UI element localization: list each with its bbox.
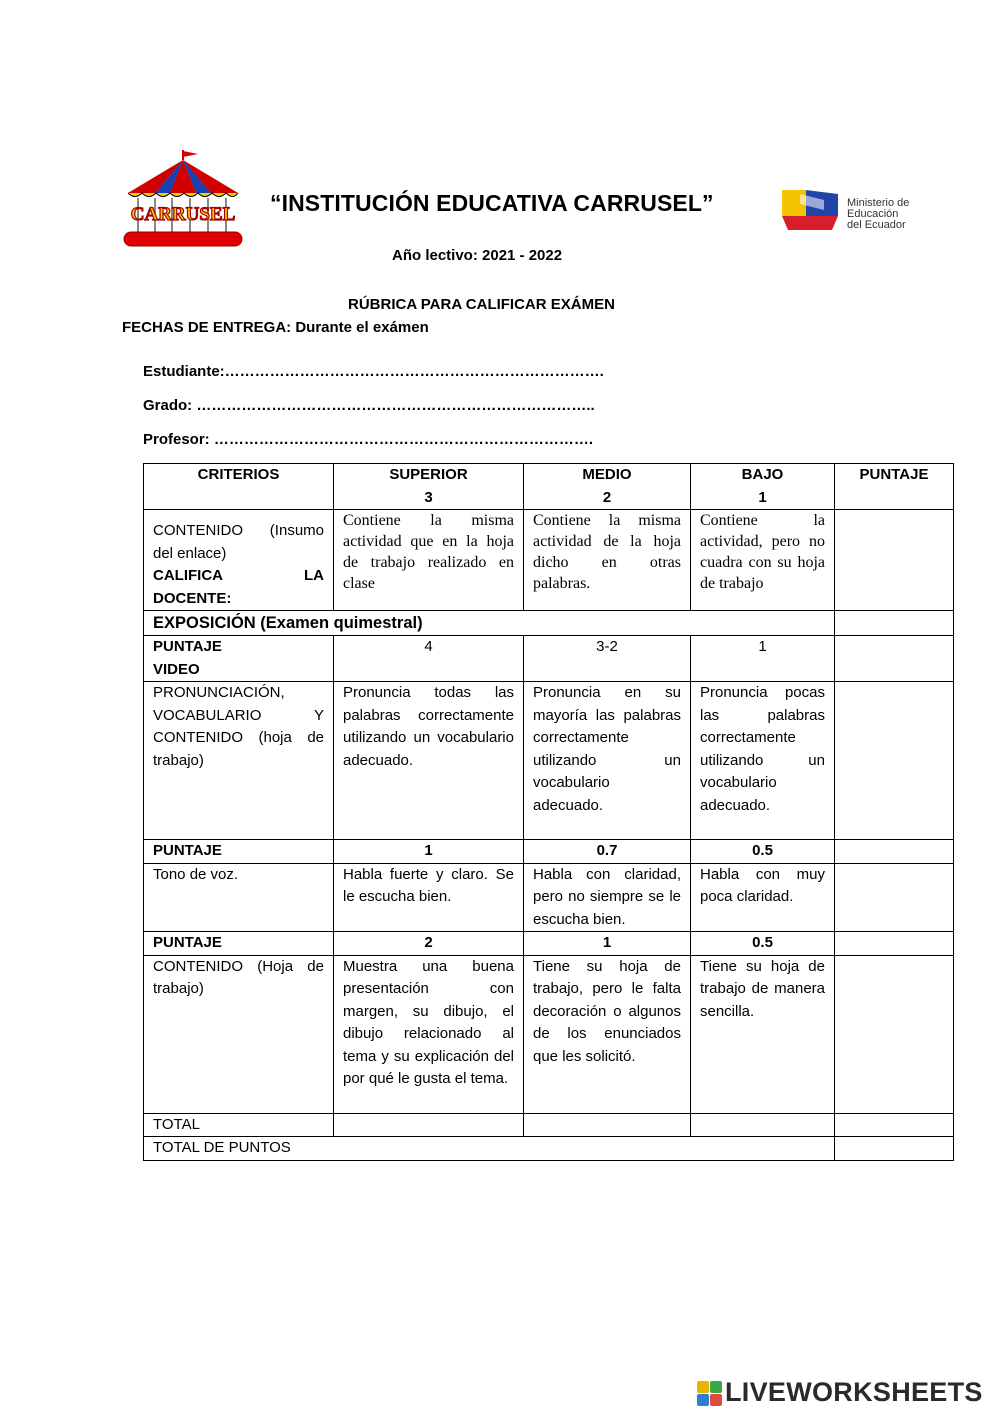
- superior-label: SUPERIOR: [389, 466, 468, 483]
- bajo-label: BAJO: [741, 466, 784, 483]
- carrusel-logo: [120, 148, 246, 250]
- video-medio: 3-2: [524, 636, 691, 682]
- bajo-header: [691, 464, 835, 510]
- score-cell-3[interactable]: [835, 932, 954, 956]
- liveworksheets-text: LIVEWORKSHEETS: [725, 1377, 983, 1407]
- superior-score: 3: [424, 488, 433, 506]
- contenido-score-cell[interactable]: [835, 510, 954, 611]
- academic-year: Año lectivo: 2021 - 2022: [392, 247, 563, 264]
- tone-score-cell[interactable]: [835, 863, 954, 932]
- worksheet-bajo: Tiene su hoja de trabajo de manera sencilla.: [691, 955, 835, 1113]
- video-superior: 4: [334, 636, 524, 682]
- superior-header: [334, 464, 524, 510]
- table-row: [144, 636, 954, 682]
- rubric-title: RÚBRICA PARA CALIFICAR EXÁMEN: [348, 296, 615, 313]
- pronunciation-medio: Pronuncia en su mayoría las palabras correctamente utilizando un vocabulario adecuado.: [524, 682, 691, 840]
- score-bajo-2: 0.5: [691, 840, 835, 864]
- total-label: TOTAL: [144, 1113, 334, 1137]
- score-bajo-3: 0.5: [691, 932, 835, 956]
- contenido-superior: Contiene la misma actividad que en la hoja de trabajo realizado en clase: [334, 510, 524, 611]
- medio-score: 2: [602, 488, 612, 506]
- pronunciation-bajo: Pronuncia pocas las palabras correctamente utilizando un vocabulario adecuado.: [691, 682, 835, 840]
- table-row: [144, 682, 954, 840]
- total-bajo-cell[interactable]: [691, 1113, 835, 1137]
- tone-bajo: Habla con muy poca claridad.: [691, 863, 835, 932]
- score-superior-3: 2: [334, 932, 524, 956]
- medio-label: MEDIO: [582, 466, 632, 483]
- worksheet-superior: Muestra una buena presentación con margen, su dibujo, el dibujo relacionado al tema y su explicación del por qué le gusta el tema.: [334, 955, 524, 1113]
- teacher-field: Profesor: ………………………………………………………………….: [143, 431, 594, 448]
- contenido-medio: Contiene la misma actividad de la hoja dicho en otras palabras.: [524, 510, 691, 611]
- contenido-label-cell: [144, 510, 334, 611]
- table-row: [144, 932, 954, 956]
- tone-medio: Habla con claridad, pero no siempre se le escucha bien.: [524, 863, 691, 932]
- score-label-3: PUNTAJE: [144, 932, 334, 956]
- score-medio-3: 1: [524, 932, 691, 956]
- total-score-cell[interactable]: [835, 1113, 954, 1137]
- tone-label: Tono de voz.: [144, 863, 334, 932]
- header-row: [144, 464, 954, 510]
- grade-field: Grado: ……………………………………………………………………..: [143, 397, 595, 414]
- puntaje-header: PUNTAJE: [835, 464, 954, 510]
- section-row: [144, 611, 954, 636]
- pronunciation-superior: Pronuncia todas las palabras correctamente utilizando un vocabulario adecuado.: [334, 682, 524, 840]
- table-row: [144, 510, 954, 611]
- video-score-label: PUNTAJE VIDEO: [144, 636, 334, 682]
- institution-title: “INSTITUCIÓN EDUCATIVA CARRUSEL”: [270, 190, 714, 216]
- table-row: [144, 1137, 954, 1161]
- delivery-dates: FECHAS DE ENTREGA: Durante el exámen: [122, 319, 429, 336]
- ministry-logo-text: Ministerio de Educación del Ecuador: [847, 197, 910, 231]
- total-points-cell[interactable]: [835, 1137, 954, 1161]
- section-score-cell[interactable]: [835, 611, 954, 636]
- rubric-table: [143, 463, 954, 1161]
- pronunciation-score-cell[interactable]: [835, 682, 954, 840]
- score-medio-2: 0.7: [524, 840, 691, 864]
- worksheet-medio: Tiene su hoja de trabajo, pero le falta decoración o algunos de los enunciados que les solicitó.: [524, 955, 691, 1113]
- ministry-logo: [780, 186, 915, 242]
- liveworksheets-logo[interactable]: [697, 1377, 997, 1411]
- pronunciation-label: PRONUNCIACIÓN, VOCABULARIO Y CONTENIDO (hoja de trabajo): [144, 682, 334, 840]
- califica-label: CALIFICA LA DOCENTE:: [153, 567, 324, 607]
- total-superior-cell[interactable]: [334, 1113, 524, 1137]
- section-title: EXPOSICIÓN (Examen quimestral): [144, 611, 835, 636]
- carrusel-logo-text: CARRUSEL: [130, 204, 236, 225]
- worksheet-score-cell[interactable]: [835, 955, 954, 1113]
- score-label-2: PUNTAJE: [144, 840, 334, 864]
- score-superior-2: 1: [334, 840, 524, 864]
- score-cell-2[interactable]: [835, 840, 954, 864]
- worksheet-label: CONTENIDO (Hoja de trabajo): [144, 955, 334, 1113]
- table-row: [144, 955, 954, 1113]
- table-row: [144, 840, 954, 864]
- contenido-bajo: Contiene la actividad, pero no cuadra con su hoja de trabajo: [691, 510, 835, 611]
- table-row: [144, 1113, 954, 1137]
- total-medio-cell[interactable]: [524, 1113, 691, 1137]
- total-points-label: TOTAL DE PUNTOS: [144, 1137, 835, 1161]
- liveworksheets-icon: [697, 1381, 723, 1407]
- contenido-label: CONTENIDO (Insumo del enlace): [153, 522, 324, 562]
- video-bajo: 1: [691, 636, 835, 682]
- bajo-score: 1: [758, 488, 767, 506]
- criteria-header: CRITERIOS: [144, 464, 334, 510]
- table-row: [144, 863, 954, 932]
- tone-superior: Habla fuerte y claro. Se le escucha bien.: [334, 863, 524, 932]
- video-score-cell[interactable]: [835, 636, 954, 682]
- student-field: Estudiante:………………………………………………………………….: [143, 363, 604, 380]
- medio-header: [524, 464, 691, 510]
